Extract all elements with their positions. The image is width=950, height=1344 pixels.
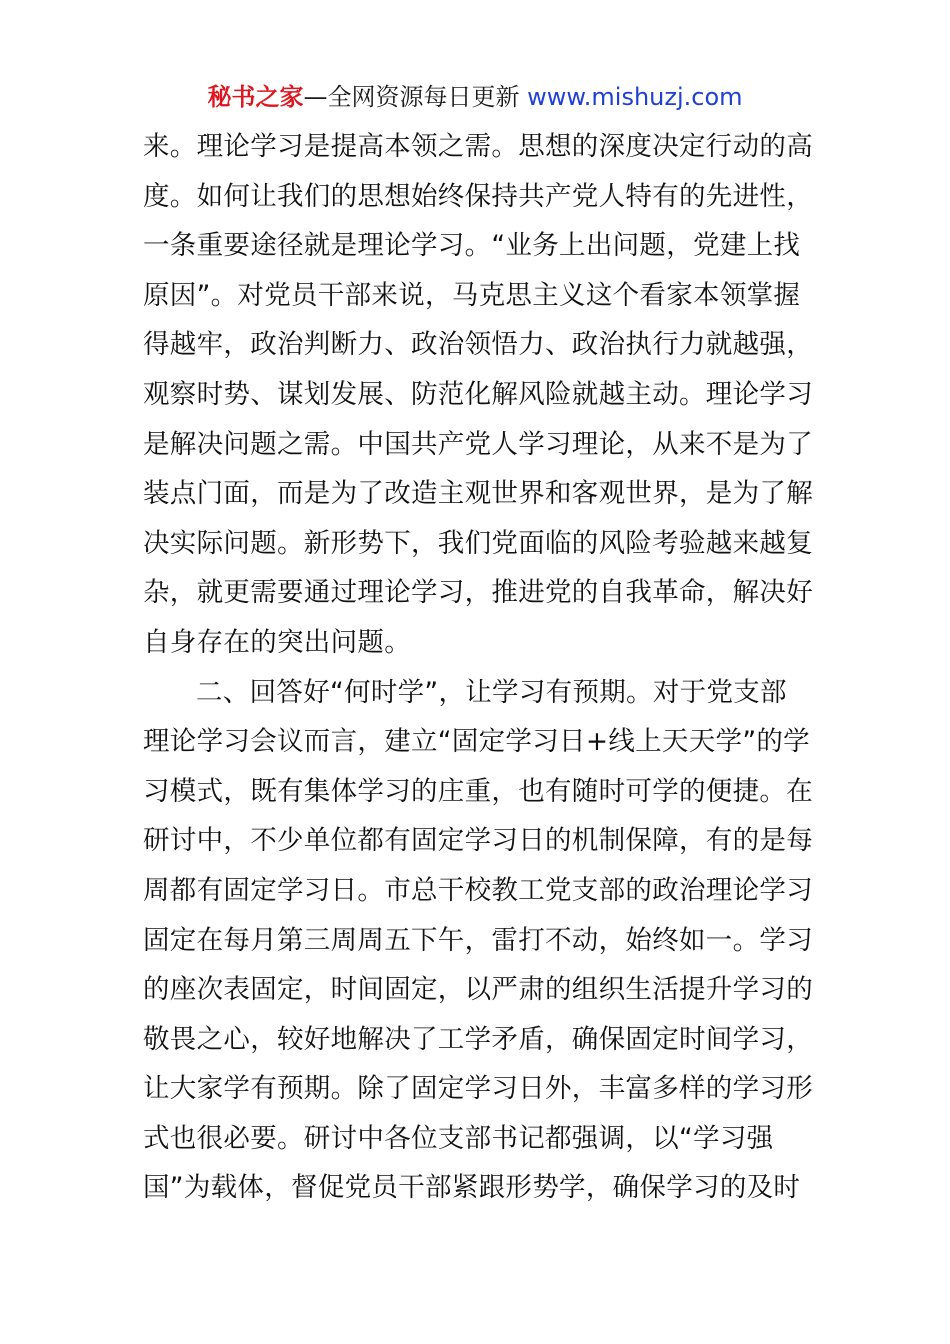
text-line: 杂，就更需要通过理论学习，推进党的自我革命，解决好 bbox=[143, 577, 813, 609]
brand-name: 秘书之家 bbox=[207, 83, 304, 111]
text-line: 得越牢，政治判断力、政治领悟力、政治执行力就越强， bbox=[143, 329, 813, 361]
text-line: 一条重要途径就是理论学习。“业务上出问题，党建上找 bbox=[143, 230, 801, 262]
text-line: 的座次表固定，时间固定，以严肃的组织生活提升学习的 bbox=[143, 974, 813, 1006]
text-line: 习模式，既有集体学习的庄重，也有随时可学的便捷。在 bbox=[143, 775, 813, 807]
text-line: 固定在每月第三周周五下午，雷打不动，始终如一。学习 bbox=[143, 924, 813, 956]
text-line: 理论学习会议而言，建立“固定学习日+线上天天学”的学 bbox=[143, 726, 810, 758]
text-line: 国”为载体，督促党员干部紧跟形势学，确保学习的及时 bbox=[143, 1172, 801, 1204]
text-line: 决实际问题。新形势下，我们党面临的风险考验越来越复 bbox=[143, 527, 813, 559]
text-line: 敬畏之心，较好地解决了工学矛盾，确保固定时间学习， bbox=[143, 1023, 813, 1055]
header-tagline: —全网资源每日更新 bbox=[303, 83, 520, 111]
text-line: 装点门面，而是为了改造主观世界和客观世界，是为了解 bbox=[143, 478, 813, 510]
text-line: 让大家学有预期。除了固定学习日外，丰富多样的学习形 bbox=[143, 1073, 813, 1105]
text-line: 自身存在的突出问题。 bbox=[143, 626, 411, 658]
text-line: 原因”。对党员干部来说，马克思主义这个看家本领掌握 bbox=[143, 279, 801, 311]
site-url-link[interactable]: www.mishuzj.com bbox=[527, 83, 743, 111]
text-line: 研讨中，不少单位都有固定学习日的机制保障，有的是每 bbox=[143, 825, 813, 857]
text-line: 式也很必要。研讨中各位支部书记都强调，以“学习强 bbox=[143, 1122, 774, 1154]
text-line: 是解决问题之需。中国共产党人学习理论，从来不是为了 bbox=[143, 428, 813, 460]
site-header bbox=[0, 80, 950, 114]
text-line: 周都有固定学习日。市总干校教工党支部的政治理论学习 bbox=[143, 874, 813, 906]
text-line: 来。理论学习是提高本领之需。思想的深度决定行动的高 bbox=[143, 131, 813, 162]
paragraph-start-line: 二、回答好“何时学”，让学习有预期。对于党支部 bbox=[196, 676, 787, 708]
text-line: 度。如何让我们的思想始终保持共产党人特有的先进性， bbox=[143, 180, 813, 212]
text-line: 观察时势、谋划发展、防范化解风险就越主动。理论学习 bbox=[143, 378, 813, 410]
document-body bbox=[143, 122, 813, 1213]
